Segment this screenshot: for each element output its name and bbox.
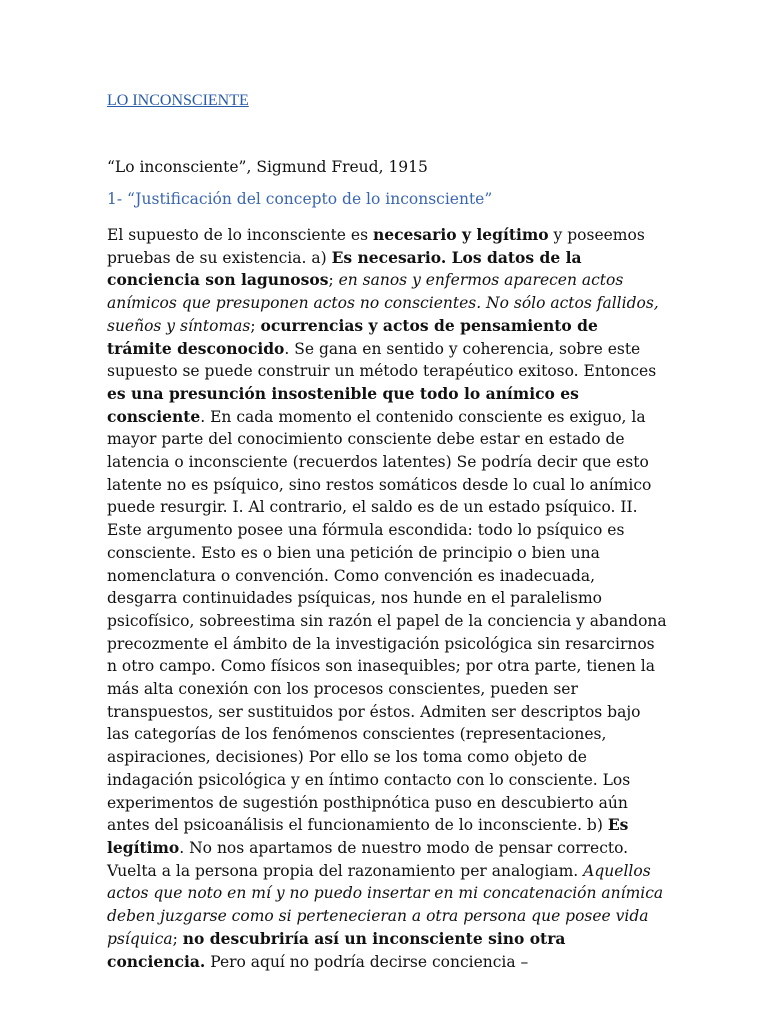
paragraph-run-bold: ocurrencias y actos de pensamiento de trámite desconocido xyxy=(107,315,598,358)
paragraph-run-bold: no descubriría así un inconsciente sino otra conciencia. xyxy=(107,928,566,971)
section-heading: 1- “Justificación del concepto de lo inconsciente” xyxy=(107,190,493,208)
paragraph-run: . No nos apartamos de nuestro modo de pensar correcto. Vuelta a la persona propia del razonamiento per analogiam. xyxy=(107,838,629,880)
paragraph-run: . Se gana en sentido y coherencia, sobre este supuesto se puede construir un método terapéutico exitoso. Entonces xyxy=(107,339,657,381)
paragraph-run: ; xyxy=(172,929,183,948)
paragraph-run-bold: necesario y legítimo xyxy=(372,225,549,244)
paragraph-run: Pero aquí no podría decirse conciencia – xyxy=(205,952,529,971)
paragraph-run: . En cada momento el contenido consciente es exiguo, la mayor parte del conocimiento consciente debe estar en estado de latencia o inconsciente (recuerdos latentes) Se podría decir que esto latente no es psíquico, sino restos somáticos desde lo cual lo anímico puede resurgir. I. Al contrario, el saldo es de un estado psíquico. II. Este argumento posee una fórmula escondida: todo lo psíquico es consciente. Esto es o bien una petición de principio o bien una nomenclatura o convención. Como convención es inadecuada, desgarra continuidades psíquicas, nos hunde en el paralelismo psicofísico, sobreestima sin razón el papel de la conciencia y abandona precozmente el ámbito de la investigación psicológica sin resarcirnos n otro campo. Como físicos son inasequibles; por otra parte, tienen la más alta conexión con los procesos conscientes, pueden ser transpuestos, ser sustituidos por éstos. Admiten ser descriptos bajo las categorías de los fenómenos conscientes (representaciones, aspiraciones, decisiones) Por ello se los toma como objeto de indagación psicológica y en íntimo contacto con lo consciente. Los experimentos de sugestión posthipnótica puso en descubierto aún antes del psicoanálisis el funcionamiento de lo inconsciente. b) xyxy=(107,407,667,835)
document-title: LO INCONSCIENTE xyxy=(107,92,249,109)
paragraph-run-bold: Es necesario. Los datos de la conciencia son lagunosos xyxy=(107,247,582,290)
paragraph-run-italic: Aquellos actos que noto en mí y no puedo insertar en mi concatenación anímica deben juzgarse como si pertenecieran a otra persona que posee vida psíquica xyxy=(107,861,664,948)
paragraph-run-bold: es una presunción insostenible que todo lo anímico es consciente xyxy=(107,383,579,426)
body-paragraph xyxy=(107,224,667,973)
paragraph-run: ; xyxy=(250,316,261,335)
paragraph-run-bold: Es legítimo xyxy=(107,815,629,857)
paragraph-run: El supuesto de lo inconsciente es xyxy=(107,226,373,244)
document-subtitle: “Lo inconsciente”, Sigmund Freud, 1915 xyxy=(107,158,428,176)
paragraph-run: ; xyxy=(328,271,339,290)
paragraph-run-italic: en sanos y enfermos aparecen actos anímicos que presuponen actos no conscientes. No sólo actos fallidos, sueños y síntomas xyxy=(107,271,659,335)
paragraph-run: y poseemos pruebas de su existencia. a) xyxy=(107,226,645,267)
